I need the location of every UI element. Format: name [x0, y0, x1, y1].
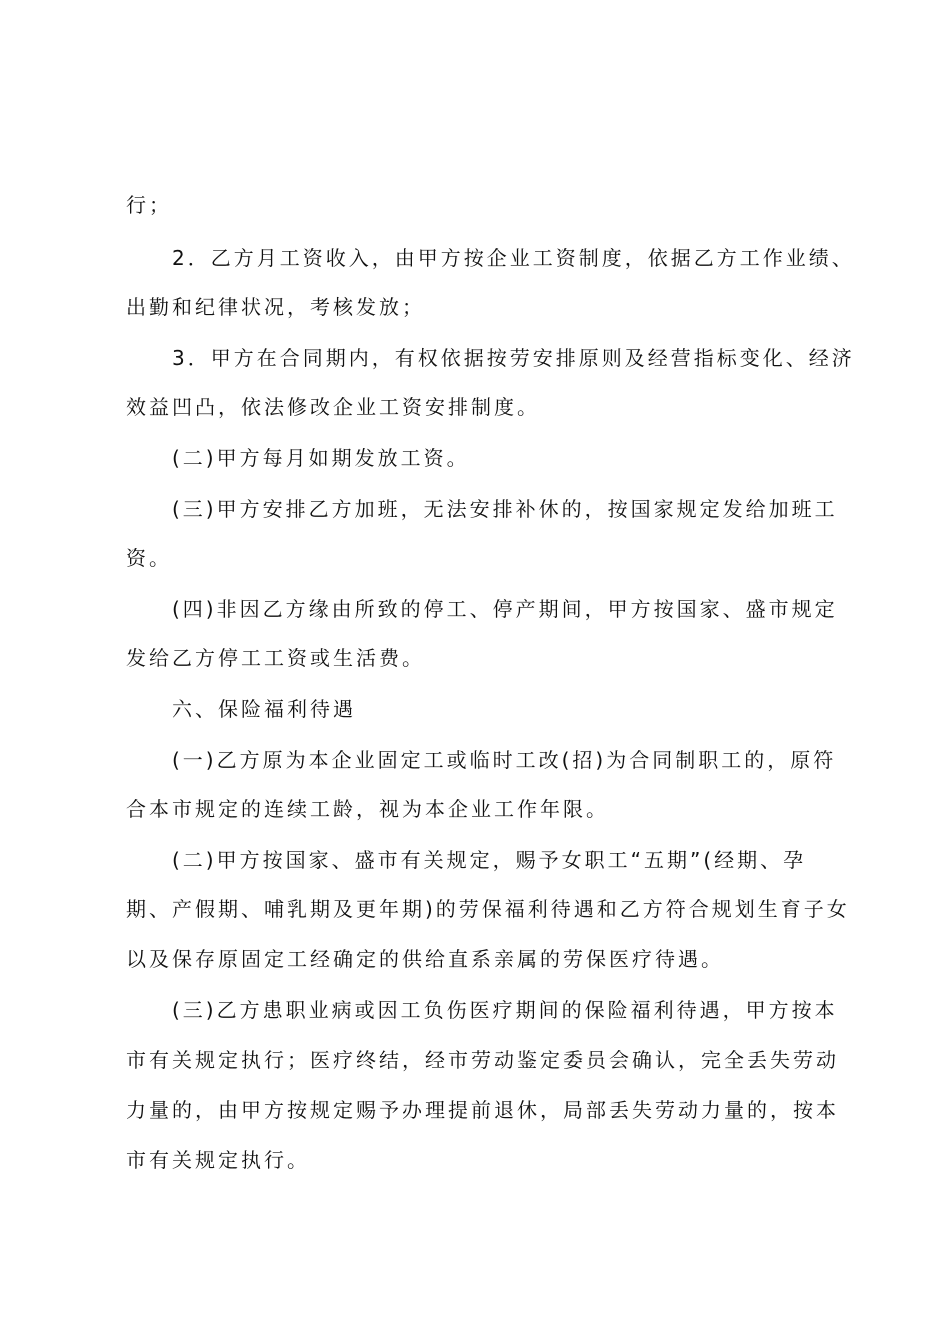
text-line: 市有关规定执行；医疗终结，经市劳动鉴定委员会确认，完全丢失劳动	[126, 1048, 839, 1072]
text-line: (四)非因乙方缘由所致的停工、停产期间，甲方按国家、盛市规定	[172, 597, 838, 621]
text-line: (一)乙方原为本企业固定工或临时工改(招)为合同制职工的，原符	[172, 748, 837, 772]
text-line: 力量的，由甲方按规定赐予办理提前退休，局部丢失劳动力量的，按本	[126, 1098, 839, 1122]
text-line: 资。	[126, 546, 172, 570]
text-line: 2．乙方月工资收入，由甲方按企业工资制度，依据乙方工作业绩、	[172, 246, 855, 270]
text-line: (二)甲方按国家、盛市有关规定，赐予女职工“五期”(经期、孕	[172, 848, 807, 872]
text-line: 行；	[126, 193, 172, 217]
text-line: (三)甲方安排乙方加班，无法安排补休的，按国家规定发给加班工	[172, 497, 838, 521]
text-line: (三)乙方患职业病或因工负伤医疗期间的保险福利待遇，甲方按本	[172, 998, 838, 1022]
text-line: 发给乙方停工工资或生活费。	[126, 646, 425, 670]
text-line: 效益凹凸，依法修改企业工资安排制度。	[126, 395, 540, 419]
text-line: 出勤和纪律状况，考核发放；	[126, 295, 425, 319]
text-line: (二)甲方每月如期发放工资。	[172, 446, 470, 470]
text-line: 市有关规定执行。	[126, 1148, 310, 1172]
text-line: 合本市规定的连续工龄，视为本企业工作年限。	[126, 797, 609, 821]
text-line: 以及保存原固定工经确定的供给直系亲属的劳保医疗待遇。	[126, 947, 724, 971]
text-line: 期、产假期、哺乳期及更年期)的劳保福利待遇和乙方符合规划生育子女	[126, 897, 850, 921]
section-heading: 六、保险福利待遇	[172, 697, 356, 721]
text-line: 3．甲方在合同期内，有权依据按劳安排原则及经营指标变化、经济	[172, 346, 855, 370]
